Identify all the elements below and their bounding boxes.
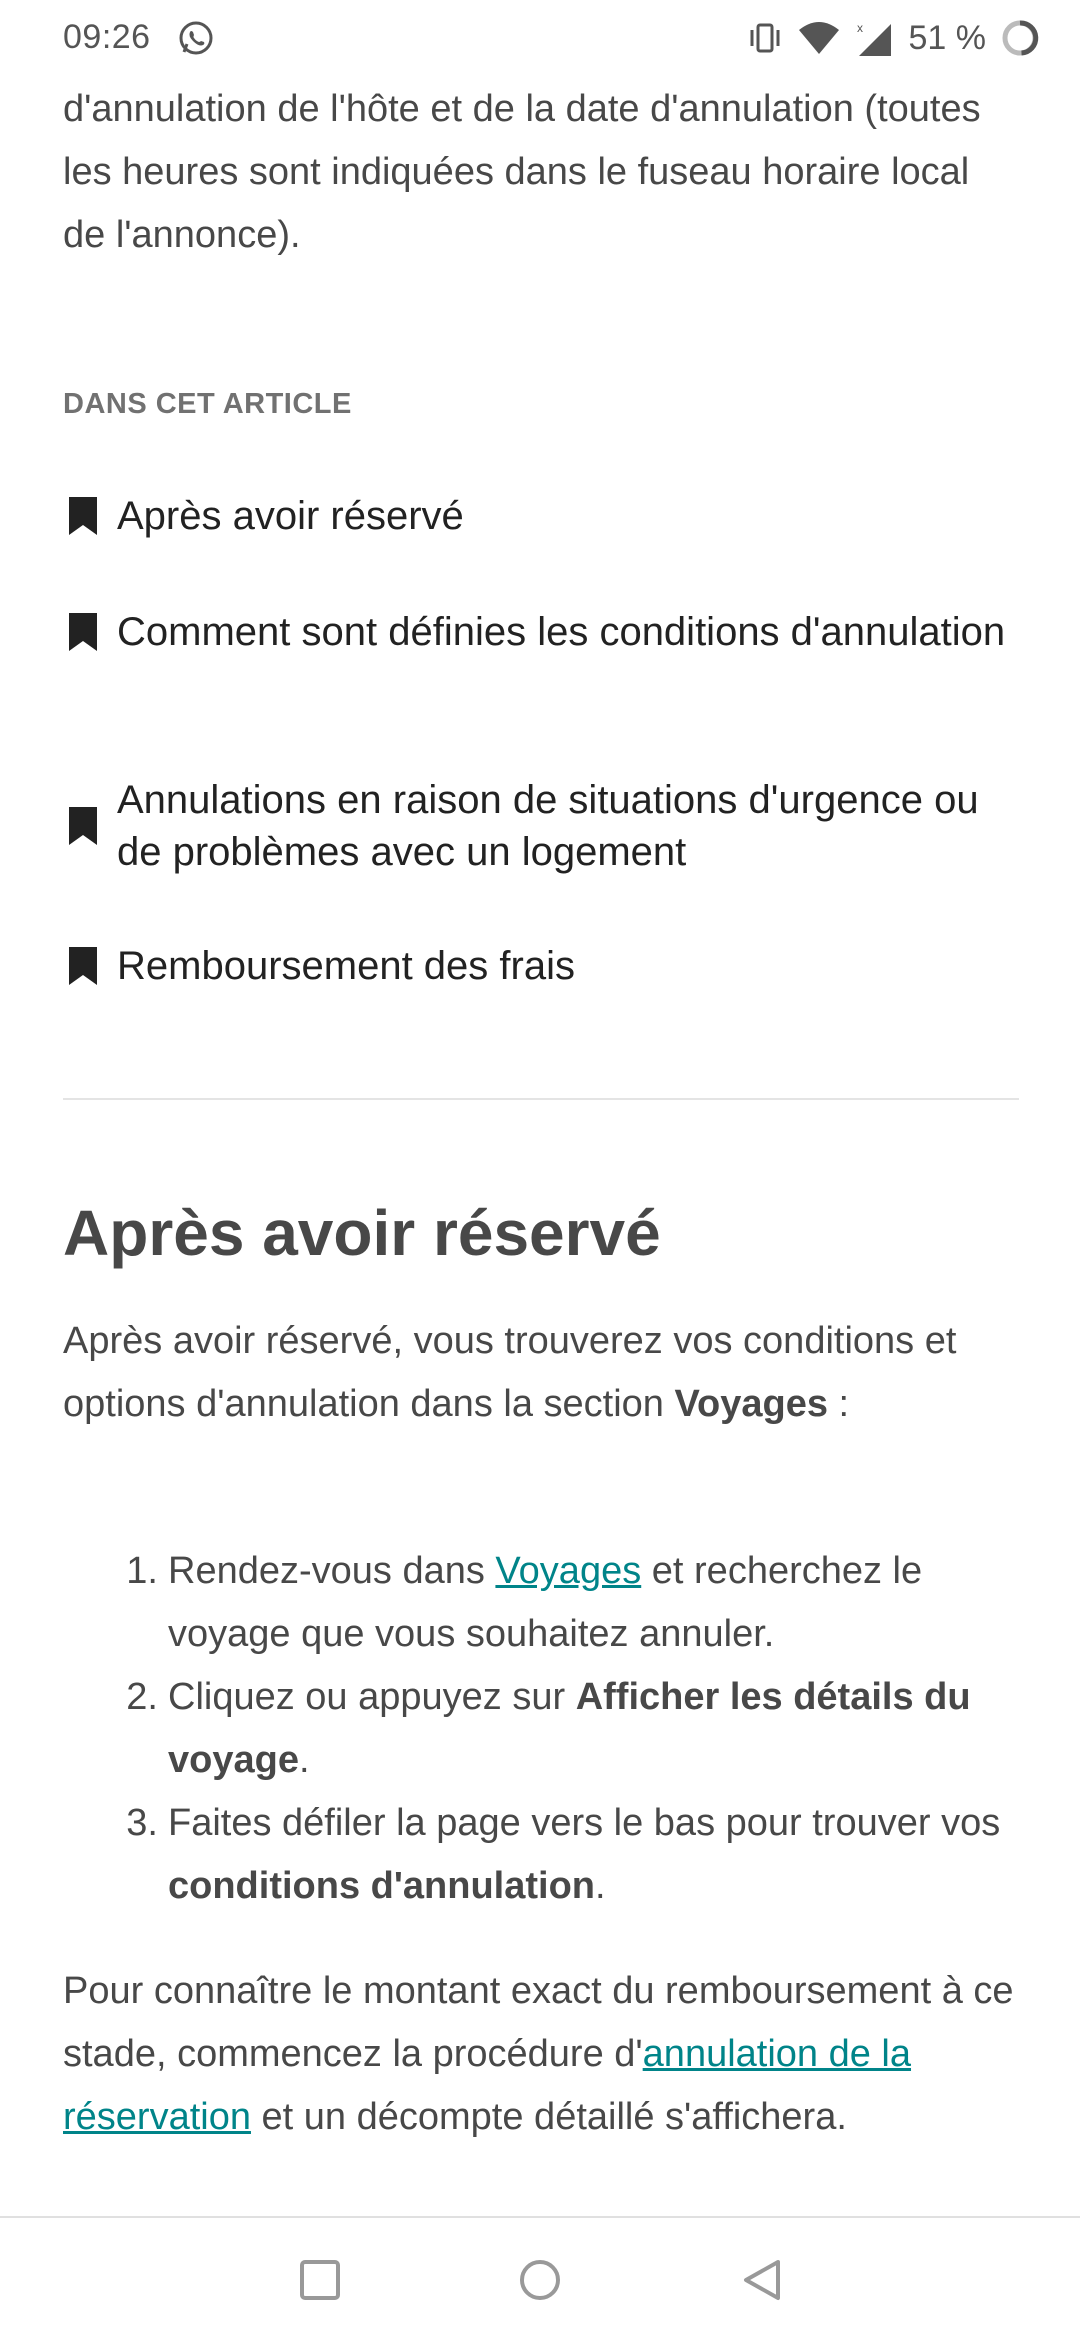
toc-item-label: Annulations en raison de situations d'urgence ou de problèmes avec un logement bbox=[117, 778, 979, 874]
toc-item-label: Comment sont définies les conditions d'annulation bbox=[117, 610, 1006, 654]
home-button[interactable] bbox=[518, 2258, 562, 2302]
toc-heading: DANS CET ARTICLE bbox=[63, 388, 352, 420]
para2-text: Pour connaître le montant exact du remboursement à ce stade, commencez la procédure d' bbox=[63, 1970, 1014, 2075]
toc-item-situations-urgence[interactable] bbox=[63, 774, 1023, 878]
toc-item-label: Remboursement des frais bbox=[117, 944, 575, 988]
toc-item-apres-avoir-reserve[interactable] bbox=[63, 490, 1023, 542]
svg-text:x: x bbox=[856, 21, 863, 35]
step-number: 3. bbox=[126, 1802, 158, 1844]
step-text-suffix: et recherchez le voyage que vous souhaitez annuler. bbox=[168, 1550, 923, 1655]
system-nav-bar bbox=[0, 2216, 1080, 2340]
signal-icon bbox=[855, 18, 895, 58]
section-divider bbox=[63, 1098, 1019, 1100]
toc-item-conditions-annulation[interactable] bbox=[63, 606, 1023, 658]
section-paragraph-1 bbox=[63, 1310, 1023, 1436]
bookmark-icon bbox=[63, 805, 103, 847]
battery-percent: 51 % bbox=[908, 18, 986, 57]
back-button[interactable] bbox=[740, 2258, 784, 2302]
recents-button[interactable] bbox=[298, 2258, 342, 2302]
step-bold: Afficher les détails du voyage bbox=[168, 1676, 971, 1781]
toc-item-label: Après avoir réservé bbox=[117, 494, 464, 538]
list-item bbox=[120, 1666, 1020, 1792]
intro-text: d'annulation de l'hôte et de la date d'annulation (toutes les heures sont indiquées dans le fuseau horaire local de l'annonce). bbox=[63, 88, 981, 256]
voyages-link[interactable]: Voyages bbox=[495, 1550, 642, 1592]
bookmark-icon bbox=[63, 945, 103, 987]
para2-suffix: et un décompte détaillé s'affichera. bbox=[250, 2096, 847, 2138]
para1-suffix: : bbox=[827, 1383, 850, 1425]
step-bold: conditions d'annulation bbox=[168, 1865, 595, 1907]
whatsapp-icon bbox=[176, 18, 216, 58]
step-text-suffix: . bbox=[595, 1865, 606, 1907]
step-number: 1. bbox=[126, 1550, 158, 1592]
bookmark-icon bbox=[63, 495, 103, 537]
section-paragraph-2 bbox=[63, 1960, 1023, 2149]
step-text: Rendez-vous dans bbox=[168, 1550, 496, 1592]
list-item bbox=[120, 1540, 1020, 1666]
section-title: Après avoir réservé bbox=[63, 1197, 661, 1269]
wifi-icon bbox=[797, 20, 841, 56]
para1-text: Après avoir réservé, vous trouverez vos conditions et options d'annulation dans la section bbox=[63, 1320, 957, 1425]
toc-item-remboursement-frais[interactable] bbox=[63, 940, 1023, 992]
bookmark-icon bbox=[63, 611, 103, 653]
steps-list bbox=[120, 1540, 1020, 1918]
step-text: Faites défiler la page vers le bas pour trouver vos bbox=[168, 1802, 1001, 1844]
step-number: 2. bbox=[126, 1676, 158, 1718]
step-text-suffix: . bbox=[298, 1739, 310, 1781]
battery-icon bbox=[1000, 18, 1040, 58]
vibrate-icon bbox=[747, 20, 783, 56]
para1-bold: Voyages bbox=[674, 1383, 828, 1425]
article-intro bbox=[63, 78, 1019, 267]
status-icons bbox=[747, 16, 1041, 60]
step-text: Cliquez ou appuyez sur bbox=[168, 1676, 576, 1718]
status-bar bbox=[0, 0, 1080, 78]
annulation-reservation-link[interactable]: annulation de la réservation bbox=[63, 2033, 912, 2138]
status-time: 09:26 bbox=[63, 18, 151, 56]
list-item bbox=[120, 1792, 1020, 1918]
